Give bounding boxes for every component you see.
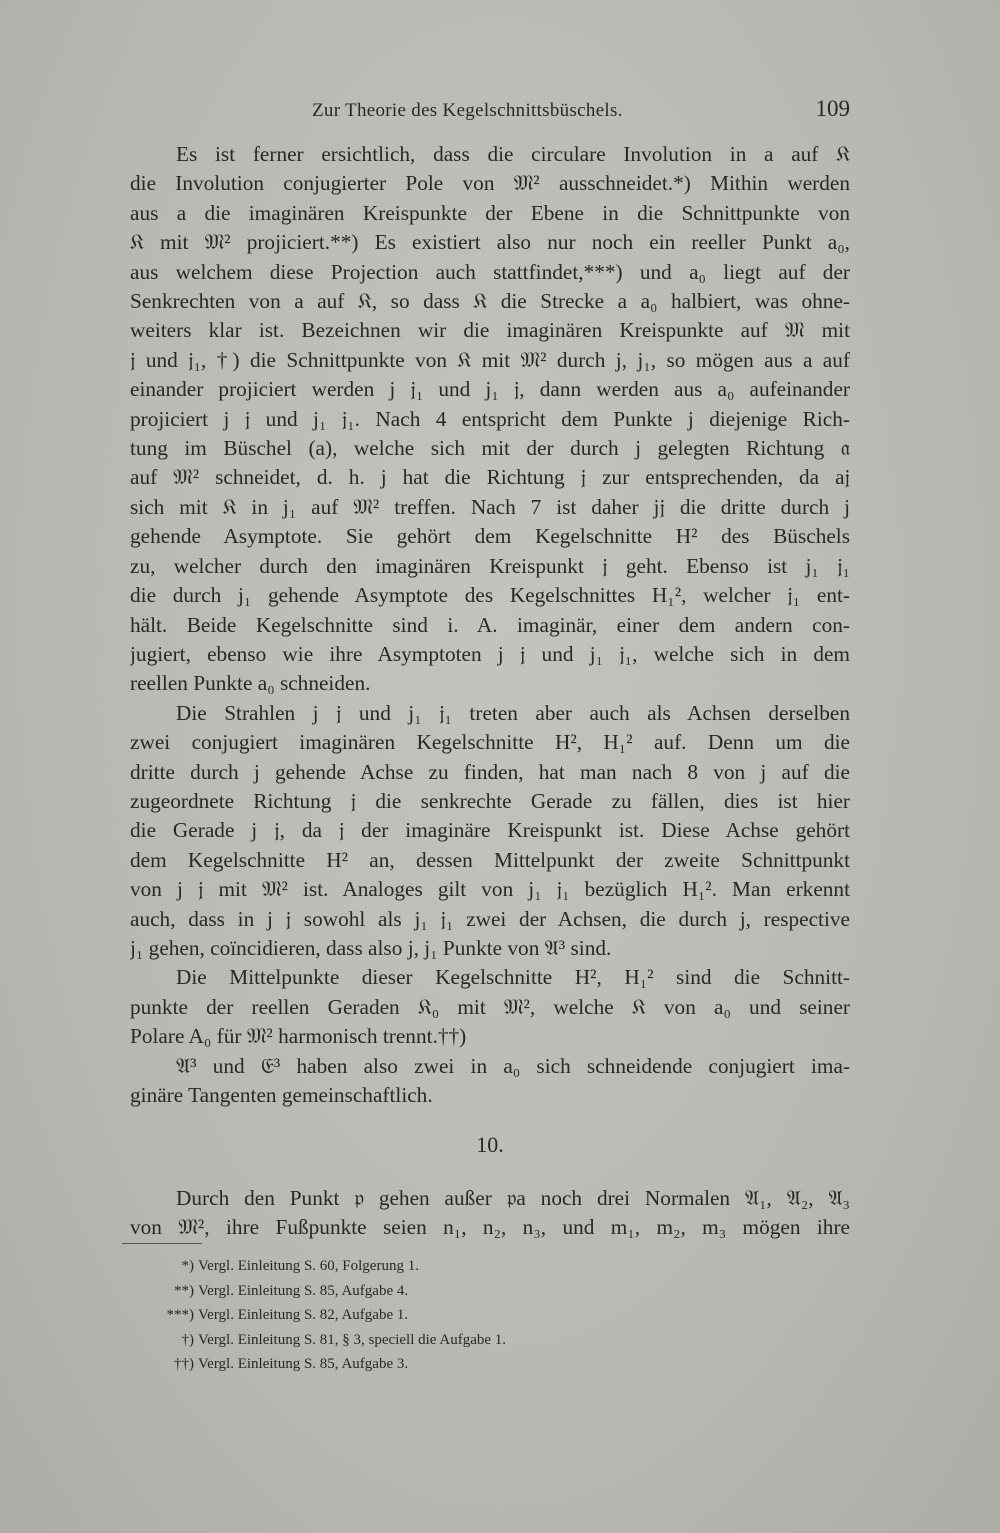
text-line: 𝔧 und 𝔧₁, †) die Schnittpunkte von 𝔎 mit 𝔐² durch j, j₁, so mögen aus a auf (130, 347, 850, 372)
footnote (130, 1352, 730, 1377)
footnote-text: Vergl. Einleitung S. 85, Aufgabe 3. (198, 1356, 409, 1373)
text-line: zugeordnete Richtung 𝔧 die senkrechte Gerade zu fällen, dies ist hier (130, 788, 850, 813)
footnote-text: Vergl. Einleitung S. 82, Aufgabe 1. (198, 1307, 409, 1324)
footnotes (130, 1254, 730, 1377)
text-line: auch, dass in j 𝔧 sowohl als j₁ 𝔧₁ zwei der Achsen, die durch j, respective (130, 906, 850, 931)
text-line: punkte der reellen Geraden 𝔎₀ mit 𝔐², welche 𝔎 von a₀ und seiner (130, 994, 850, 1019)
running-title: Zur Theorie des Kegelschnittsbüschels. (312, 100, 623, 121)
text-line: 𝔄³ und 𝔈³ haben also zwei in a₀ sich schneidende conjugiert ima- (176, 1053, 850, 1078)
text-line: auf 𝔐² schneidet, d. h. j hat die Richtung 𝔧 zur entsprechenden, da a𝔧 (130, 465, 850, 490)
footnote-text: Vergl. Einleitung S. 60, Folgerung 1. (198, 1258, 419, 1274)
page-header (130, 96, 850, 126)
text-line: ginäre Tangenten gemeinschaftlich. (130, 1083, 433, 1107)
text-line: 𝔎 mit 𝔐² projiciert.**) Es existiert also nur noch ein reeller Punkt a₀, (130, 230, 850, 255)
text-line: von 𝔐², ihre Fußpunkte seien n₁, n₂, n₃, und m₁, m₂, m₃ mögen ihre (130, 1215, 850, 1240)
text-line: j₁ gehen, coïncidieren, dass also j, j₁ Punkte von 𝔄³ sind. (130, 935, 612, 960)
text-line: hält. Beide Kegelschnitte sind i. A. imaginär, einer dem andern con- (130, 612, 850, 637)
text-line: projiciert j 𝔧 und j₁ 𝔧₁. Nach 4 entspricht dem Punkte j diejenige Rich- (130, 406, 850, 431)
footnote-text: Vergl. Einleitung S. 81, § 3, speciell die Aufgabe 1. (198, 1331, 507, 1348)
footnote (130, 1303, 730, 1328)
footnote-text: Vergl. Einleitung S. 85, Aufgabe 4. (198, 1282, 409, 1299)
text-line: zu, welcher durch den imaginären Kreispunkt 𝔧 geht. Ebenso ist j₁ 𝔧₁ (130, 553, 850, 578)
page-number: 109 (815, 96, 850, 121)
text-line: die Involution conjugierter Pole von 𝔐² ausschneidet.*) Mithin werden (130, 171, 850, 196)
text-line: dritte durch j gehende Achse zu finden, hat man nach 8 von j auf die (130, 759, 850, 784)
text-line: Die Mittelpunkte dieser Kegelschnitte H², H₁² sind die Schnitt- (176, 965, 850, 990)
text-line: gehende Asymptote. Sie gehört dem Kegelschnitte H² des Büschels (130, 524, 850, 549)
page-body (130, 140, 850, 1243)
text-line: zwei conjugiert imaginären Kegelschnitte H², H₁² auf. Denn um die (130, 730, 850, 755)
text-line: Senkrechten von a auf 𝔎, so dass 𝔎 die Strecke a a₀ halbiert, was ohne- (130, 289, 850, 314)
text-line: aus welchem diese Projection auch stattfindet,***) und a₀ liegt auf der (130, 259, 850, 284)
text-line: Durch den Punkt 𝔭 gehen außer 𝔭a noch drei Normalen 𝔄₁, 𝔄₂, 𝔄₃ (176, 1185, 850, 1210)
text-line: weiters klar ist. Bezeichnen wir die imaginären Kreispunkte auf 𝔐 mit (130, 318, 850, 343)
section-heading: 10. (476, 1132, 504, 1158)
text-line: die durch j₁ gehende Asymptote des Kegelschnittes H₁², welcher 𝔧₁ ent- (130, 583, 850, 608)
footnote-mark: *) (181, 1258, 194, 1274)
text-line: aus a die imaginären Kreispunkte der Ebene in die Schnittpunkte von (130, 200, 850, 225)
text-line: reellen Punkte a₀ schneiden. (130, 671, 371, 696)
footnote-mark: ††) (174, 1356, 194, 1373)
footnote (130, 1328, 730, 1353)
text-line: Die Strahlen j 𝔧 und j₁ 𝔧₁ treten aber auch als Achsen derselben (176, 700, 850, 725)
text-line: sich mit 𝔎 in j₁ auf 𝔐² treffen. Nach 7 ist daher j𝔧 die dritte durch j (130, 494, 850, 519)
text-line: Es ist ferner ersichtlich, dass die circulare Involution in a auf 𝔎 (176, 142, 850, 166)
footnote-mark: **) (174, 1282, 194, 1299)
text-line: Polare A₀ für 𝔐² harmonisch trennt.††) (130, 1024, 467, 1049)
text-line: jugiert, ebenso wie ihre Asymptoten j 𝔧 und j₁ 𝔧₁, welche sich in dem (130, 641, 850, 666)
text-line: die Gerade j 𝔧, da 𝔧 der imaginäre Kreispunkt ist. Diese Achse gehört (130, 818, 850, 843)
text-line: dem Kegelschnitte H² an, dessen Mittelpunkt der zweite Schnittpunkt (130, 847, 850, 872)
footnote-rule (122, 1243, 202, 1244)
footnote-mark: ***) (166, 1307, 194, 1324)
footnote (130, 1254, 730, 1279)
footnote-mark: †) (181, 1331, 194, 1348)
footnote (130, 1279, 730, 1304)
text-line: einander projiciert werden j 𝔧₁ und j₁ 𝔧, dann werden aus a₀ aufeinander (130, 377, 850, 402)
text-line: von j 𝔧 mit 𝔐² ist. Analoges gilt von j₁ 𝔧₁ bezüglich H₁². Man erkennt (130, 877, 850, 902)
text-line: tung im Büschel (a), welche sich mit der durch j gelegten Richtung 𝔞 (130, 436, 850, 461)
